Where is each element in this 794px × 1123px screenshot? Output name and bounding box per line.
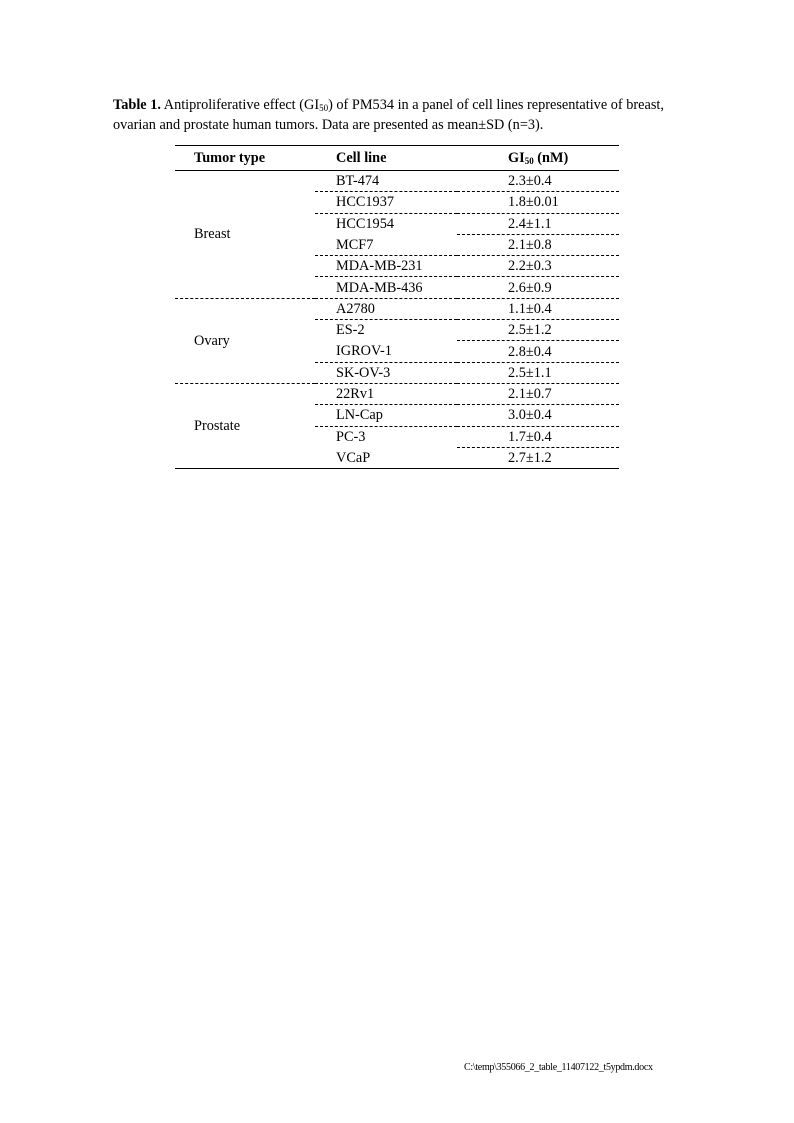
gi50-value-cell: 2.4±1.1	[457, 213, 619, 234]
cell-line-cell: BT-474	[315, 171, 457, 192]
tumor-type-cell: Prostate	[175, 383, 315, 468]
tumor-type-cell: Breast	[175, 171, 315, 299]
header-cell-line: Cell line	[315, 146, 457, 171]
header-tumor-type: Tumor type	[175, 146, 315, 171]
table-row	[175, 171, 619, 192]
cell-line-cell: MCF7	[315, 234, 457, 255]
gi50-value-cell: 2.7±1.2	[457, 447, 619, 468]
gi50-value-cell: 2.1±0.7	[457, 383, 619, 404]
cell-line-cell: MDA-MB-436	[315, 277, 457, 298]
gi50-value-cell: 2.5±1.2	[457, 320, 619, 341]
table-caption: Table 1. Antiproliferative effect $(GI_{50})$ of PM534 in a panel of cell lines representative of breast, ovarian and prostate human tumors. Data are presented as mean±SD (n=3).	[113, 97, 664, 133]
cell-line-cell: 22Rv1	[315, 383, 457, 404]
gi50-value-cell: 2.8±0.4	[457, 341, 619, 362]
file-path-footer: C:\temp\355066_2_table_11407122_t5ypdm.docx	[464, 1062, 653, 1073]
gi50-value-cell: 2.6±0.9	[457, 277, 619, 298]
gi50-value-cell: 2.2±0.3	[457, 256, 619, 277]
cell-line-cell: IGROV-1	[315, 341, 457, 362]
header-row	[175, 146, 619, 171]
cell-line-cell: PC-3	[336, 428, 366, 445]
gi50-value-cell: 1.8±0.01	[457, 192, 619, 213]
cell-line-cell: MDA-MB-231	[315, 256, 457, 277]
table-body	[175, 171, 619, 469]
cell-line-cell: HCC1937	[315, 192, 457, 213]
cell-line-cell: VCaP	[315, 447, 457, 468]
gi50-value-cell: 2.1±0.8	[457, 234, 619, 255]
gi50-table	[175, 145, 619, 469]
gi50-value-cell: 1.1±0.4	[457, 298, 619, 319]
cell-line-cell: A2780	[315, 298, 457, 319]
header-gi50: $GI_{50}$ (nM)	[457, 146, 619, 171]
gi50-value-cell: 2.5±1.1	[457, 362, 619, 383]
gi50-value-cell: 1.7±0.4	[457, 426, 619, 447]
cell-line-cell: LN-Cap	[315, 405, 457, 426]
gi50-value-cell: 3.0±0.4	[457, 405, 619, 426]
cell-line-cell: SK-OV-3	[315, 362, 457, 383]
caption-label: Table 1.	[113, 97, 161, 113]
table-row	[175, 383, 619, 404]
cell-line-cell: HCC1954	[336, 215, 394, 232]
gi50-value-cell: 2.3±0.4	[457, 171, 619, 192]
table-row	[175, 298, 619, 319]
tumor-type-cell: Ovary	[175, 298, 315, 383]
cell-line-cell: ES-2	[336, 322, 365, 339]
